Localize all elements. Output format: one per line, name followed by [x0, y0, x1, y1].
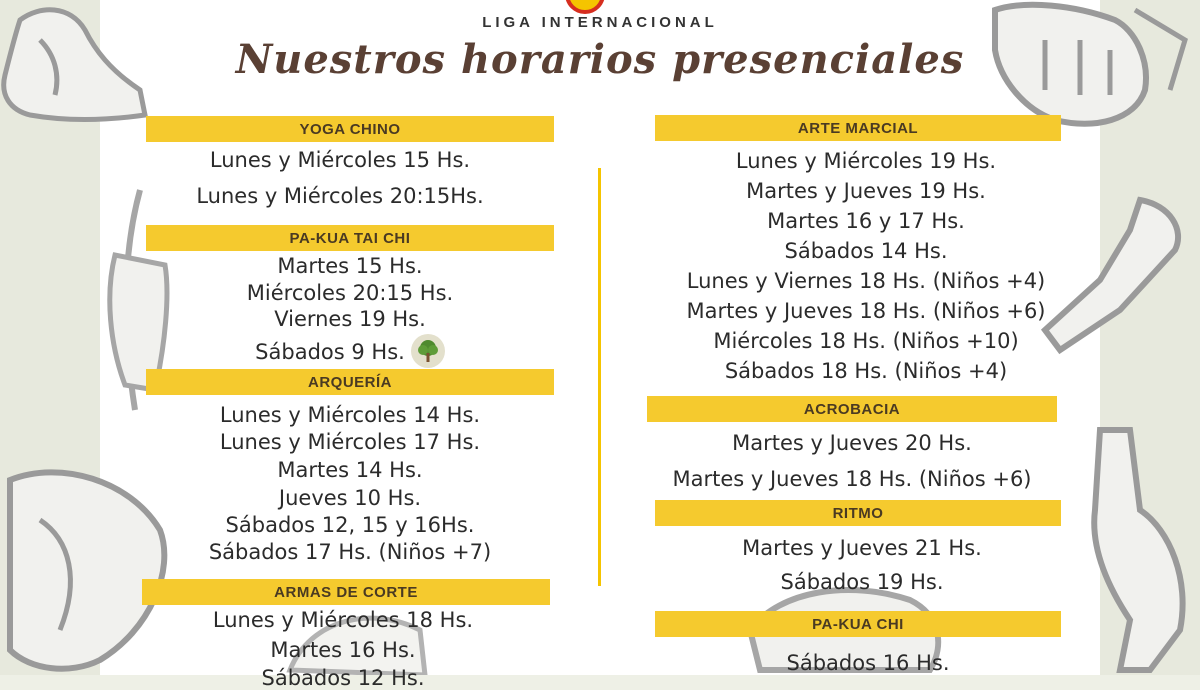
- schedule-line: Jueves 10 Hs.: [278, 486, 422, 510]
- brand-name: LIGA INTERNACIONAL: [482, 14, 718, 31]
- schedule-line: Sábados 19 Hs.: [780, 570, 944, 594]
- schedule-line: Miércoles 20:15 Hs.: [246, 281, 454, 305]
- tree-icon: [411, 334, 445, 368]
- section-title-ritmo: RITMO: [655, 500, 1061, 526]
- schedule-line: Sábados 17 Hs. (Niños +7): [208, 540, 492, 564]
- schedule-line: Sábados 12, 15 y 16Hs.: [225, 513, 475, 537]
- schedule-line: Lunes y Miércoles 15 Hs.: [209, 148, 471, 172]
- schedule-line: Martes y Jueves 20 Hs.: [732, 431, 972, 455]
- section-title-acrobacia: ACROBACIA: [647, 396, 1057, 422]
- schedule-line: Sábados 9 Hs.: [255, 340, 405, 364]
- schedule-line: Sábados 18 Hs. (Niños +4): [724, 359, 1008, 383]
- schedule-line: Lunes y Miércoles 19 Hs.: [735, 149, 997, 173]
- column-divider: [598, 168, 601, 586]
- section-title-arqueria: ARQUERÍA: [146, 369, 554, 395]
- schedule-line: Martes 14 Hs.: [277, 458, 423, 482]
- schedule-line: Martes 16 Hs.: [270, 638, 416, 662]
- schedule-line: Lunes y Miércoles 18 Hs.: [212, 608, 474, 632]
- section-title-arte-marcial: ARTE MARCIAL: [655, 115, 1061, 141]
- schedule-line: Sábados 12 Hs.: [261, 666, 425, 690]
- section-title-pa-kua-tai-chi: PA-KUA TAI CHI: [146, 225, 554, 251]
- schedule-line: Martes y Jueves 18 Hs. (Niños +6): [686, 299, 1046, 323]
- schedule-line: Lunes y Viernes 18 Hs. (Niños +4): [686, 269, 1046, 293]
- schedule-line: Lunes y Miércoles 17 Hs.: [219, 430, 481, 454]
- schedule-line: Sábados 16 Hs.: [786, 651, 950, 675]
- page-title: Nuestros horarios presenciales: [235, 36, 965, 83]
- schedule-line: Martes 15 Hs.: [277, 254, 423, 278]
- schedule-line-with-icon: [150, 336, 550, 370]
- section-title-pa-kua-chi: PA-KUA CHI: [655, 611, 1061, 637]
- schedule-line: Martes y Jueves 21 Hs.: [742, 536, 982, 560]
- schedule-line: Martes y Jueves 18 Hs. (Niños +6): [672, 467, 1032, 491]
- acrobat-illustration: [1060, 420, 1200, 675]
- schedule-line: Viernes 19 Hs.: [274, 307, 426, 331]
- schedule-line: Lunes y Miércoles 20:15Hs.: [196, 184, 484, 208]
- schedule-line: Lunes y Miércoles 14 Hs.: [219, 403, 481, 427]
- section-title-yoga-chino: YOGA CHINO: [146, 116, 554, 142]
- section-title-armas-de-corte: ARMAS DE CORTE: [142, 579, 550, 605]
- schedule-line: Sábados 14 Hs.: [784, 239, 948, 263]
- schedule-line: Martes 16 y 17 Hs.: [767, 209, 965, 233]
- schedule-line: Martes y Jueves 19 Hs.: [746, 179, 986, 203]
- schedule-line: Miércoles 18 Hs. (Niños +10): [713, 329, 1019, 353]
